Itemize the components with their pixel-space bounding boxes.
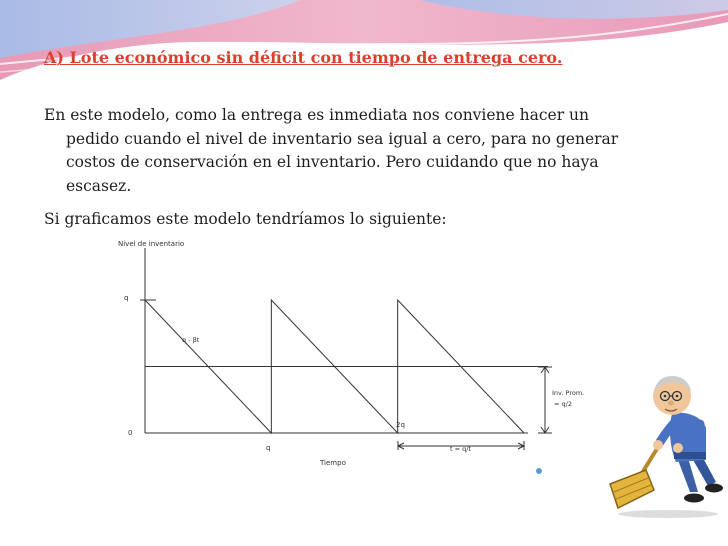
y-axis-label: Nivel de inventario xyxy=(118,240,185,248)
inventory-chart xyxy=(88,236,588,474)
sweeping-man-icon xyxy=(608,368,726,518)
x-axis-label: Tiempo xyxy=(320,459,346,467)
paragraph-line: costos de conservación en el inventario. Pero cuidando que no haya xyxy=(66,153,599,171)
cycle-annotation: t = q/t xyxy=(450,445,471,453)
body-paragraph xyxy=(44,104,684,198)
slide-title: A) Lote económico sin déficit con tiempo de entrega cero. xyxy=(44,48,563,67)
body-paragraph-2: Si graficamos este modelo tendríamos lo siguiente: xyxy=(44,210,447,228)
decorative-banner xyxy=(0,0,728,80)
small-blue-mark xyxy=(535,467,543,475)
x-tick-label: q xyxy=(266,444,271,452)
y-tick-label: q xyxy=(124,294,129,302)
average-annotation: Inv. Prom. xyxy=(552,389,585,397)
x-tick-label: 2q xyxy=(396,421,405,429)
y-tick-label: 0 xyxy=(128,429,133,437)
slope-annotation: q - βt xyxy=(182,336,200,344)
paragraph-line: En este modelo, como la entrega es inmediata nos conviene hacer un xyxy=(44,106,590,124)
average-value-annotation: = q/2 xyxy=(554,400,572,408)
paragraph-line: pedido cuando el nivel de inventario sea igual a cero, para no generar xyxy=(66,129,619,148)
paragraph-line: escasez. xyxy=(66,176,132,195)
